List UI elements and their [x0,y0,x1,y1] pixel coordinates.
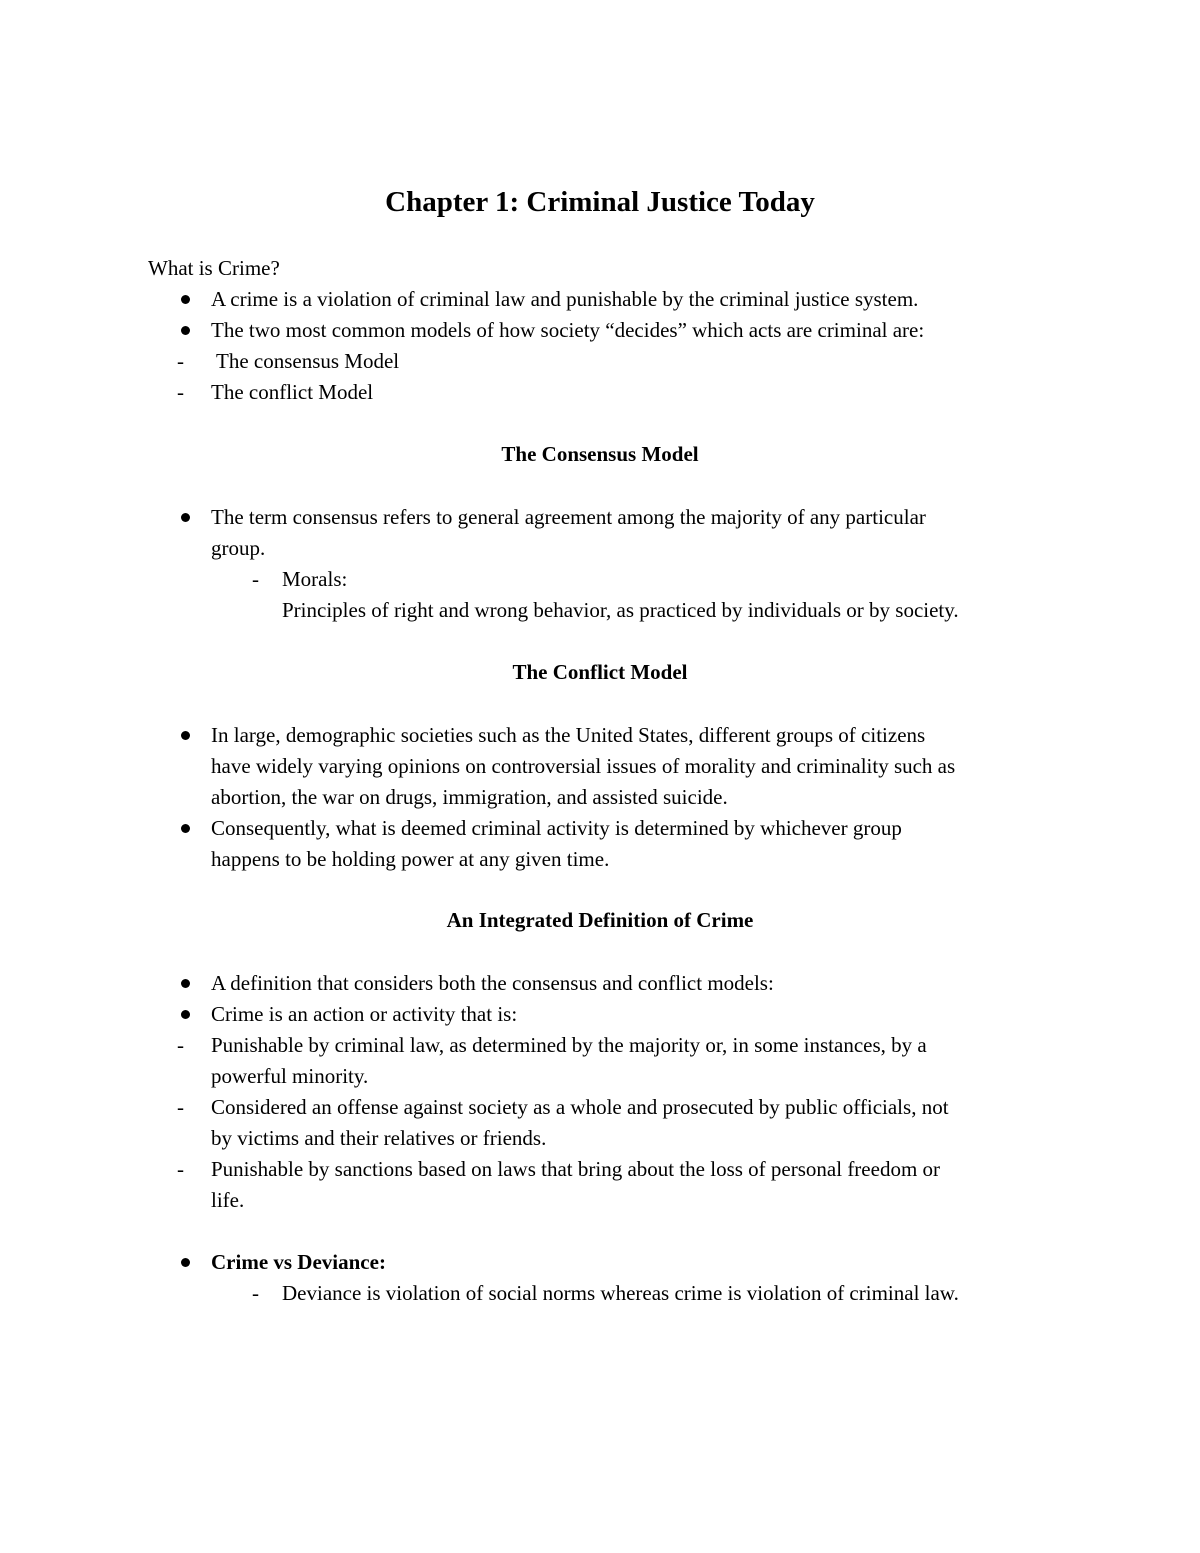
bullet-icon [181,295,190,304]
bullet-icon [181,326,190,335]
list-item-continuation: have widely varying opinions on controversial issues of morality and criminality such as [211,754,956,778]
dash-icon: - [177,380,184,404]
list-item: In large, demographic societies such as the United States, different groups of citizens [211,723,926,747]
dash-icon: - [177,349,184,373]
list-item-continuation: by victims and their relatives or friends. [211,1126,547,1150]
section-heading-consensus: The Consensus Model [501,442,699,466]
dash-icon: - [177,1095,184,1119]
dash-icon: - [177,1157,184,1181]
list-item: The consensus Model [216,349,400,373]
bullet-icon [181,979,190,988]
list-item: The two most common models of how society “decides” which acts are criminal are: [211,318,925,342]
section-label-what-is-crime: What is Crime? [148,256,280,280]
sub-item-text: Deviance is violation of social norms whereas crime is violation of criminal law. [282,1281,959,1305]
bullet-icon [181,824,190,833]
crime-vs-deviance-label: Crime vs Deviance: [211,1250,386,1274]
list-item-continuation: powerful minority. [211,1064,369,1088]
bullet-icon [181,1010,190,1019]
list-item-continuation: happens to be holding power at any given time. [211,847,610,871]
bullet-icon [181,1258,190,1267]
dash-icon: - [177,1033,184,1057]
list-item: The conflict Model [211,380,374,404]
section-heading-integrated: An Integrated Definition of Crime [446,908,754,932]
list-item: Considered an offense against society as a whole and prosecuted by public officials, not [211,1095,949,1119]
list-item: Punishable by criminal law, as determined by the majority or, in some instances, by a [211,1033,927,1057]
list-item: Consequently, what is deemed criminal activity is determined by whichever group [211,816,902,840]
dash-icon: - [252,567,259,591]
section-heading-conflict: The Conflict Model [512,660,688,684]
list-item: The term consensus refers to general agreement among the majority of any particular [211,505,926,529]
list-item: A definition that considers both the consensus and conflict models: [211,971,774,995]
bullet-icon [181,513,190,522]
list-item: Punishable by sanctions based on laws that bring about the loss of personal freedom or [211,1157,941,1181]
list-item: Crime is an action or activity that is: [211,1002,518,1026]
list-item-continuation: group. [211,536,266,560]
sub-item-label: Morals: [282,567,348,591]
list-item-continuation: life. [211,1188,245,1212]
bullet-icon [181,731,190,740]
page-title: Chapter 1: Criminal Justice Today [385,186,815,218]
list-item: A crime is a violation of criminal law and punishable by the criminal justice system. [211,287,919,311]
dash-icon: - [252,1281,259,1305]
list-item-continuation: abortion, the war on drugs, immigration, and assisted suicide. [211,785,728,809]
sub-item-text: Principles of right and wrong behavior, as practiced by individuals or by society. [282,598,959,622]
